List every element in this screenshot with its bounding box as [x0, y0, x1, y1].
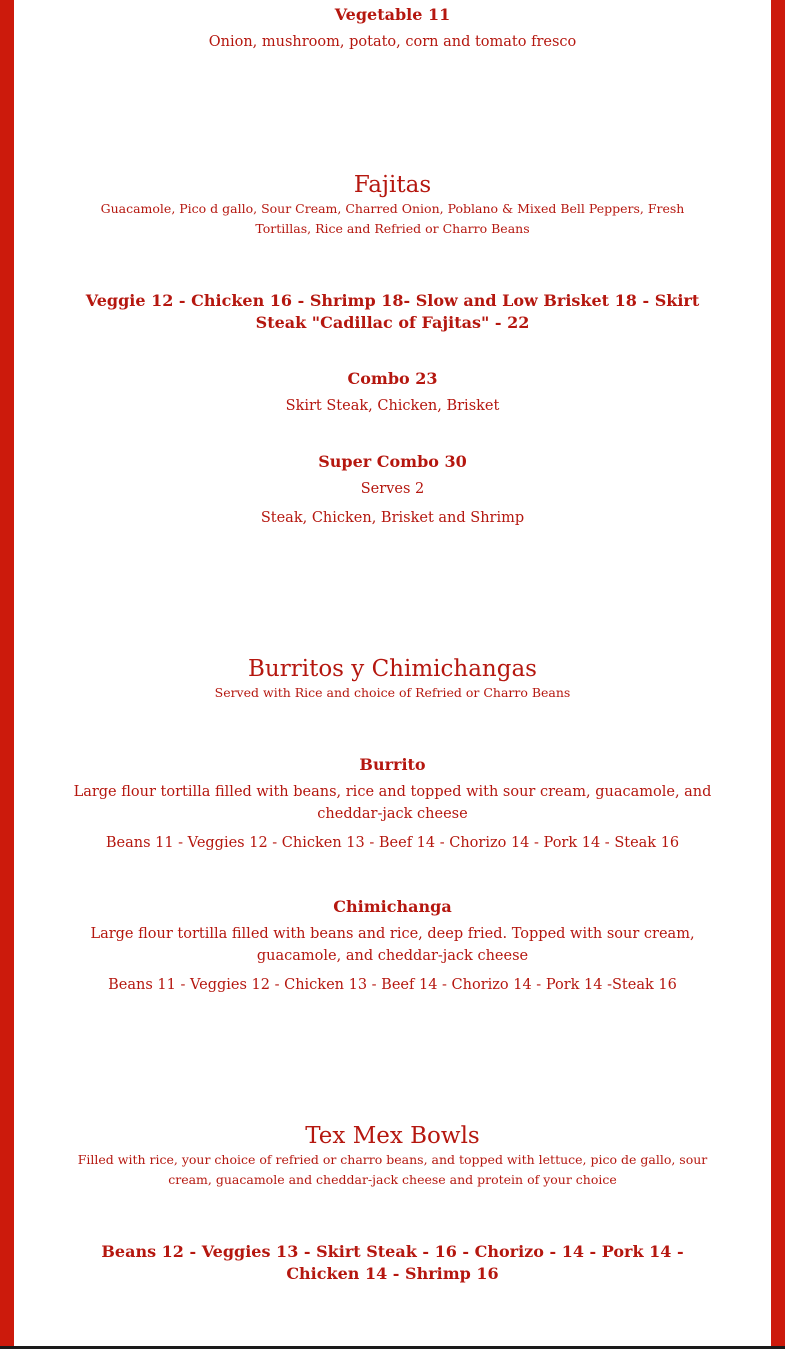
- fajitas-prices: Veggie 12 - Chicken 16 - Shrimp 18- Slow and Low Brisket 18 - Skirt Steak "Cadillac of Fajitas" - 22: [85, 291, 700, 332]
- burritos-heading: Burritos y Chimichangas: [248, 656, 537, 682]
- bowls-subheading: Filled with rice, your choice of refried or charro beans, and topped with lettuce, pico de gallo, sour cream, guacamole and cheddar-jack cheese and protein of your choice: [77, 1152, 708, 1187]
- fajitas-heading: Fajitas: [353, 172, 432, 198]
- super-combo-serves: Serves 2: [360, 481, 425, 497]
- super-combo-description: Steak, Chicken, Brisket and Shrimp: [260, 510, 525, 526]
- chimichanga-description: Large flour tortilla filled with beans and rice, deep fried. Topped with sour cream, guacamole, and cheddar-jack cheese: [90, 926, 695, 964]
- bowls-prices: Beans 12 - Veggies 13 - Skirt Steak - 16 - Chorizo - 14 - Pork 14 - Chicken 14 - Shrimp 16: [101, 1242, 684, 1283]
- combo-description: Skirt Steak, Chicken, Brisket: [285, 398, 500, 414]
- menu-page: [14, 0, 771, 1346]
- combo-title: Combo 23: [347, 369, 438, 388]
- burritos-subheading: Served with Rice and choice of Refried or Charro Beans: [214, 685, 571, 700]
- vegetable-title: Vegetable 11: [334, 5, 451, 24]
- burrito-title: Burrito: [359, 755, 426, 774]
- chimichanga-title: Chimichanga: [333, 897, 452, 916]
- vegetable-description: Onion, mushroom, potato, corn and tomato fresco: [208, 34, 577, 50]
- chimichanga-prices: Beans 11 - Veggies 12 - Chicken 13 - Beef 14 - Chorizo 14 - Pork 14 -Steak 16: [108, 977, 677, 993]
- burrito-description: Large flour tortilla filled with beans, rice and topped with sour cream, guacamole, and cheddar-jack cheese: [73, 784, 712, 822]
- burrito-prices: Beans 11 - Veggies 12 - Chicken 13 - Beef 14 - Chorizo 14 - Pork 14 - Steak 16: [105, 835, 680, 851]
- bowls-heading: Tex Mex Bowls: [305, 1123, 480, 1149]
- super-combo-title: Super Combo 30: [318, 452, 467, 471]
- fajitas-subheading: Guacamole, Pico d gallo, Sour Cream, Charred Onion, Poblano & Mixed Bell Peppers, Fresh Tortillas, Rice and Refried or Charro Beans: [100, 201, 685, 236]
